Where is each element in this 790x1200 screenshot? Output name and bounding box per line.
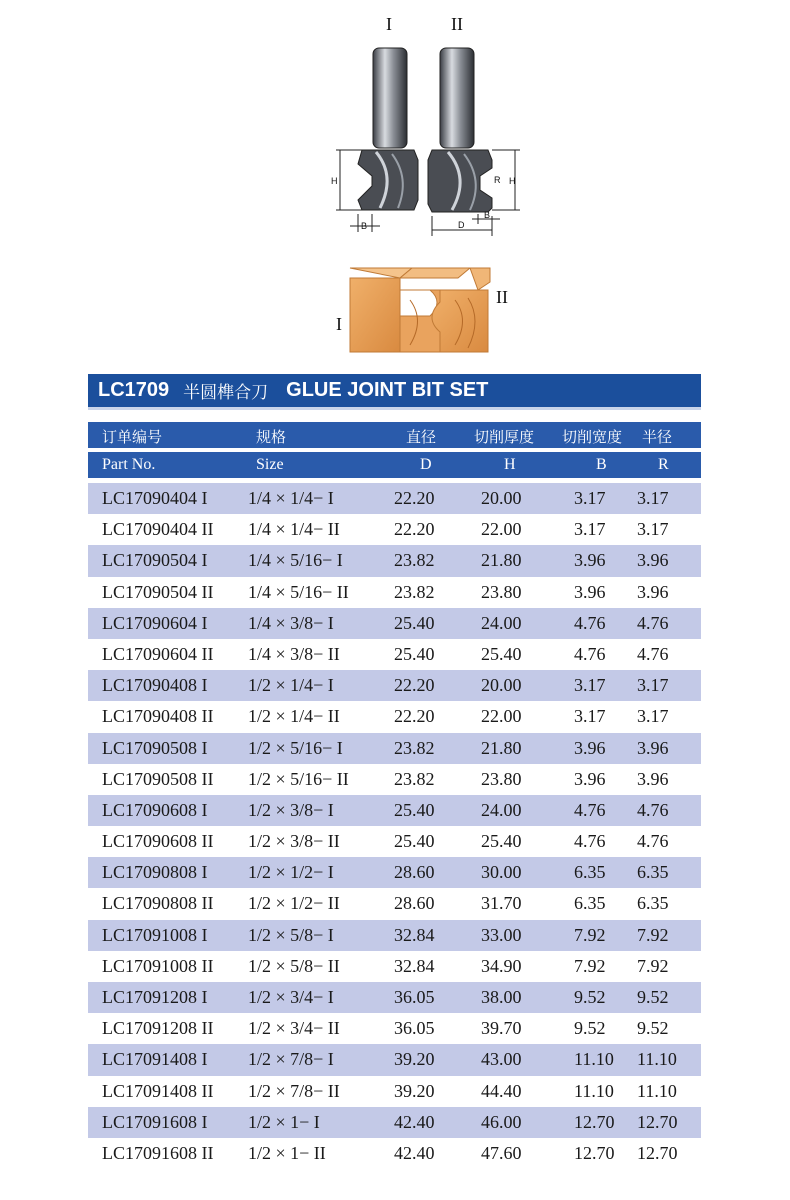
- width: 9.52: [574, 1018, 606, 1039]
- table-row: [88, 982, 701, 1013]
- diameter: 28.60: [394, 893, 435, 914]
- width: 6.35: [574, 893, 606, 914]
- height: 25.40: [481, 643, 522, 664]
- dim-h-right: H: [509, 176, 516, 186]
- height: 21.80: [481, 737, 522, 758]
- width: 7.92: [574, 924, 606, 945]
- size: 1/4 × 1/4− II: [248, 519, 340, 540]
- part-number: LC17090404 I: [102, 488, 208, 508]
- spec-table: [88, 483, 701, 1169]
- part-number: LC17091008 II: [102, 955, 214, 976]
- header-en-size: Size: [256, 456, 284, 473]
- size: 1/2 × 7/8− I: [248, 1049, 334, 1070]
- table-row: [88, 483, 701, 514]
- height: 20.00: [481, 488, 522, 508]
- size: 1/2 × 5/8− I: [248, 924, 334, 945]
- table-row: [88, 920, 701, 951]
- size: 1/2 × 3/4− I: [248, 987, 334, 1007]
- radius: 4.76: [637, 799, 669, 820]
- radius: 12.70: [637, 1111, 678, 1132]
- size: 1/2 × 5/8− II: [248, 955, 340, 976]
- radius: 3.96: [637, 768, 669, 789]
- part-number: LC17090504 II: [102, 581, 214, 602]
- diameter: 22.20: [394, 488, 435, 508]
- wood-i-label: I: [336, 314, 342, 334]
- dim-r-label: R: [494, 175, 501, 185]
- product-code: LC1709: [98, 379, 170, 401]
- size: 1/4 × 3/8− I: [248, 612, 334, 633]
- height: 23.80: [481, 768, 522, 789]
- size: 1/4 × 5/16− II: [248, 581, 349, 602]
- header-en-part: Part No.: [102, 456, 156, 473]
- header-row-english: [88, 452, 701, 478]
- part-number: LC17090408 I: [102, 675, 208, 696]
- part-number: LC17091008 I: [102, 924, 208, 945]
- diameter: 22.20: [394, 675, 435, 696]
- height: 38.00: [481, 987, 522, 1007]
- diameter: 23.82: [394, 581, 435, 602]
- dim-b-left: B: [361, 221, 368, 231]
- part-number: LC17090604 II: [102, 643, 214, 664]
- part-number: LC17091408 II: [102, 1080, 214, 1101]
- height: 24.00: [481, 799, 522, 820]
- width: 3.17: [574, 519, 606, 540]
- title-bar: [88, 374, 701, 410]
- radius: 4.76: [637, 643, 669, 664]
- size: 1/2 × 5/16− I: [248, 737, 343, 758]
- dim-b-right: B: [484, 210, 491, 220]
- diameter: 25.40: [394, 612, 435, 633]
- header-row-chinese: [88, 422, 701, 448]
- size: 1/2 × 1/4− II: [248, 706, 340, 727]
- width: 9.52: [574, 987, 606, 1007]
- diameter: 25.40: [394, 799, 435, 820]
- part-number: LC17090808 I: [102, 862, 208, 883]
- bit-i-label: I: [386, 14, 392, 34]
- radius: 4.76: [637, 831, 669, 852]
- table-row: [88, 857, 701, 888]
- height: 43.00: [481, 1049, 522, 1070]
- radius: 4.76: [637, 612, 669, 633]
- header-cn-h: 切削厚度: [474, 428, 535, 446]
- header-cn-size: 规格: [256, 428, 287, 446]
- radius: 3.17: [637, 706, 669, 727]
- part-number: LC17090504 I: [102, 550, 208, 571]
- header-cn-part: 订单编号: [102, 428, 163, 446]
- header-cn-d: 直径: [406, 428, 437, 446]
- dim-h-left: H: [331, 176, 338, 186]
- width: 3.96: [574, 737, 606, 758]
- height: 33.00: [481, 924, 522, 945]
- height: 25.40: [481, 831, 522, 852]
- part-number: LC17091608 II: [102, 1142, 214, 1163]
- table-row: [88, 1044, 701, 1075]
- width: 3.96: [574, 768, 606, 789]
- table-row: [88, 888, 701, 919]
- radius: 6.35: [637, 893, 669, 914]
- table-row: [88, 733, 701, 764]
- diameter: 42.40: [394, 1111, 435, 1132]
- height: 47.60: [481, 1142, 522, 1163]
- part-number: LC17091208 I: [102, 987, 208, 1007]
- table-row: [88, 514, 701, 545]
- table-row: [88, 670, 701, 701]
- radius: 11.10: [637, 1080, 677, 1101]
- size: 1/4 × 3/8− II: [248, 643, 340, 664]
- diameter: 36.05: [394, 1018, 435, 1039]
- radius: 12.70: [637, 1142, 678, 1163]
- part-number: LC17090604 I: [102, 612, 208, 633]
- size: 1/2 × 3/8− I: [248, 799, 334, 820]
- diameter: 23.82: [394, 550, 435, 571]
- size: 1/2 × 5/16− II: [248, 768, 349, 789]
- width: 3.17: [574, 706, 606, 727]
- height: 34.90: [481, 955, 522, 976]
- radius: 7.92: [637, 955, 669, 976]
- width: 3.17: [574, 675, 606, 696]
- radius: 9.52: [637, 1018, 669, 1039]
- radius: 3.96: [637, 581, 669, 602]
- diameter: 28.60: [394, 862, 435, 883]
- height: 24.00: [481, 612, 522, 633]
- part-number: LC17091408 I: [102, 1049, 208, 1070]
- diameter: 23.82: [394, 768, 435, 789]
- table-row: [88, 639, 701, 670]
- part-number: LC17090404 II: [102, 519, 214, 540]
- table-row: [88, 701, 701, 732]
- part-number: LC17090408 II: [102, 706, 214, 727]
- diameter: 25.40: [394, 831, 435, 852]
- part-number: LC17090608 II: [102, 831, 214, 852]
- part-number: LC17090508 I: [102, 737, 208, 758]
- height: 44.40: [481, 1080, 522, 1101]
- width: 7.92: [574, 955, 606, 976]
- table-row: [88, 608, 701, 639]
- radius: 3.96: [637, 550, 669, 571]
- radius: 7.92: [637, 924, 669, 945]
- table-row: [88, 1107, 701, 1138]
- table-row: [88, 951, 701, 982]
- width: 3.96: [574, 581, 606, 602]
- diameter: 32.84: [394, 955, 435, 976]
- diameter: 22.20: [394, 519, 435, 540]
- size: 1/2 × 1/2− II: [248, 893, 340, 914]
- size: 1/4 × 1/4− I: [248, 488, 334, 508]
- part-number: LC17090508 II: [102, 768, 214, 789]
- radius: 9.52: [637, 987, 669, 1007]
- width: 3.17: [574, 488, 606, 508]
- size: 1/2 × 3/4− II: [248, 1018, 340, 1039]
- size: 1/2 × 1− II: [248, 1142, 326, 1163]
- bit-ii-drawing: [428, 48, 520, 236]
- header-en-r: R: [658, 456, 669, 473]
- table-row: [88, 1138, 701, 1169]
- height: 23.80: [481, 581, 522, 602]
- width: 6.35: [574, 862, 606, 883]
- height: 31.70: [481, 893, 522, 914]
- table-row: [88, 1076, 701, 1107]
- dim-d-label: D: [458, 220, 465, 230]
- radius: 3.96: [637, 737, 669, 758]
- diameter: 39.20: [394, 1049, 435, 1070]
- part-number: LC17091208 II: [102, 1018, 214, 1039]
- diameter: 39.20: [394, 1080, 435, 1101]
- table-row: [88, 795, 701, 826]
- height: 21.80: [481, 550, 522, 571]
- table-row: [88, 826, 701, 857]
- height: 22.00: [481, 706, 522, 727]
- bit-i-drawing: [336, 48, 418, 232]
- diameter: 32.84: [394, 924, 435, 945]
- header-cn-r: 半径: [642, 428, 673, 446]
- size: 1/2 × 1/4− I: [248, 675, 334, 696]
- width: 11.10: [574, 1080, 614, 1101]
- bit-diagram: [0, 0, 790, 370]
- height: 20.00: [481, 675, 522, 696]
- radius: 3.17: [637, 488, 669, 508]
- part-number: LC17090808 II: [102, 893, 214, 914]
- size: 1/2 × 1/2− I: [248, 862, 334, 883]
- width: 4.76: [574, 831, 606, 852]
- part-number: LC17090608 I: [102, 799, 208, 820]
- part-number: LC17091608 I: [102, 1111, 208, 1132]
- height: 46.00: [481, 1111, 522, 1132]
- width: 4.76: [574, 799, 606, 820]
- table-row: [88, 764, 701, 795]
- title-english: GLUE JOINT BIT SET: [286, 379, 489, 401]
- size: 1/2 × 7/8− II: [248, 1080, 340, 1101]
- height: 22.00: [481, 519, 522, 540]
- size: 1/2 × 1− I: [248, 1111, 320, 1132]
- radius: 3.17: [637, 519, 669, 540]
- bit-ii-label: II: [451, 14, 463, 34]
- width: 12.70: [574, 1111, 615, 1132]
- width: 4.76: [574, 612, 606, 633]
- diameter: 22.20: [394, 706, 435, 727]
- diameter: 42.40: [394, 1142, 435, 1163]
- wood-ii-label: II: [496, 287, 508, 307]
- diameter: 36.05: [394, 987, 435, 1007]
- size: 1/4 × 5/16− I: [248, 550, 343, 571]
- radius: 3.17: [637, 675, 669, 696]
- title-chinese: 半圆榫合刀: [183, 383, 269, 403]
- width: 4.76: [574, 643, 606, 664]
- width: 12.70: [574, 1142, 615, 1163]
- size: 1/2 × 3/8− II: [248, 831, 340, 852]
- table-row: [88, 1013, 701, 1044]
- diameter: 23.82: [394, 737, 435, 758]
- header-en-b: B: [596, 456, 607, 473]
- header-en-h: H: [504, 456, 516, 473]
- table-row: [88, 545, 701, 576]
- radius: 6.35: [637, 862, 669, 883]
- radius: 11.10: [637, 1049, 677, 1070]
- width: 3.96: [574, 550, 606, 571]
- height: 39.70: [481, 1018, 522, 1039]
- wood-joint-drawing: [350, 268, 490, 352]
- width: 11.10: [574, 1049, 614, 1070]
- diameter: 25.40: [394, 643, 435, 664]
- table-row: [88, 577, 701, 608]
- height: 30.00: [481, 862, 522, 883]
- header-en-d: D: [420, 456, 432, 473]
- header-cn-b: 切削宽度: [562, 428, 623, 446]
